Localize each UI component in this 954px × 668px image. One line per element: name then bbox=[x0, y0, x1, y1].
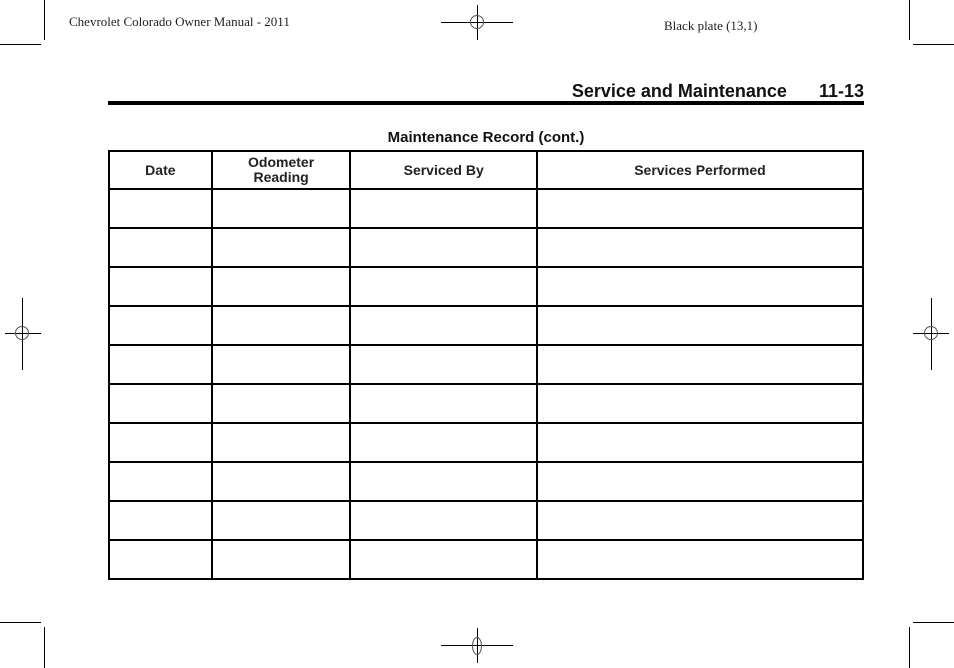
table-row bbox=[109, 189, 863, 228]
services-performed-cell[interactable] bbox=[537, 462, 863, 501]
column-header-odometer-reading: Odometer Reading bbox=[212, 151, 351, 189]
crop-mark-tl-h bbox=[0, 44, 41, 45]
section-heading bbox=[108, 80, 864, 102]
serviced-by-cell[interactable] bbox=[350, 228, 537, 267]
serviced-by-cell[interactable] bbox=[350, 345, 537, 384]
date-cell[interactable] bbox=[109, 345, 212, 384]
services-performed-cell[interactable] bbox=[537, 228, 863, 267]
serviced-by-cell[interactable] bbox=[350, 423, 537, 462]
crop-mark-tl-v bbox=[44, 0, 45, 40]
date-cell[interactable] bbox=[109, 306, 212, 345]
manual-title: Chevrolet Colorado Owner Manual - 2011 bbox=[69, 14, 290, 29]
table-row bbox=[109, 501, 863, 540]
services-performed-cell[interactable] bbox=[537, 501, 863, 540]
page-number: 11-13 bbox=[818, 81, 864, 101]
crop-mark-br-h bbox=[913, 622, 954, 623]
odometer-cell[interactable] bbox=[212, 306, 351, 345]
odometer-cell[interactable] bbox=[212, 345, 351, 384]
column-header-date: Date bbox=[109, 151, 212, 189]
crop-mark-br-v bbox=[909, 627, 910, 668]
column-header-serviced-by: Serviced By bbox=[350, 151, 537, 189]
serviced-by-cell[interactable] bbox=[350, 501, 537, 540]
date-cell[interactable] bbox=[109, 501, 212, 540]
odometer-cell[interactable] bbox=[212, 423, 351, 462]
table-header-row bbox=[109, 151, 863, 189]
date-cell[interactable] bbox=[109, 189, 212, 228]
table-row bbox=[109, 423, 863, 462]
crop-mark-tr-h bbox=[913, 44, 954, 45]
crop-mark-bl-v bbox=[44, 627, 45, 668]
odometer-cell[interactable] bbox=[212, 267, 351, 306]
serviced-by-cell[interactable] bbox=[350, 306, 537, 345]
date-cell[interactable] bbox=[109, 423, 212, 462]
column-header-services-performed: Services Performed bbox=[537, 151, 863, 189]
serviced-by-cell[interactable] bbox=[350, 189, 537, 228]
table-row bbox=[109, 540, 863, 579]
table-row bbox=[109, 306, 863, 345]
table-row bbox=[109, 345, 863, 384]
services-performed-cell[interactable] bbox=[537, 384, 863, 423]
date-cell[interactable] bbox=[109, 462, 212, 501]
services-performed-cell[interactable] bbox=[537, 540, 863, 579]
serviced-by-cell[interactable] bbox=[350, 384, 537, 423]
table-row bbox=[109, 462, 863, 501]
date-cell[interactable] bbox=[109, 228, 212, 267]
date-cell[interactable] bbox=[109, 540, 212, 579]
odometer-cell[interactable] bbox=[212, 189, 351, 228]
plate-info: Black plate (13,1) bbox=[664, 18, 758, 33]
odometer-cell[interactable] bbox=[212, 384, 351, 423]
maintenance-record-table bbox=[108, 150, 864, 580]
services-performed-cell[interactable] bbox=[537, 267, 863, 306]
odometer-cell[interactable] bbox=[212, 501, 351, 540]
table-row bbox=[109, 267, 863, 306]
date-cell[interactable] bbox=[109, 384, 212, 423]
table-row bbox=[109, 384, 863, 423]
serviced-by-cell[interactable] bbox=[350, 267, 537, 306]
table-row bbox=[109, 228, 863, 267]
section-rule bbox=[108, 101, 864, 105]
odometer-cell[interactable] bbox=[212, 228, 351, 267]
date-cell[interactable] bbox=[109, 267, 212, 306]
serviced-by-cell[interactable] bbox=[350, 462, 537, 501]
services-performed-cell[interactable] bbox=[537, 306, 863, 345]
crop-mark-tr-v bbox=[909, 0, 910, 40]
odometer-cell[interactable] bbox=[212, 462, 351, 501]
section-title: Service and Maintenance bbox=[571, 81, 787, 101]
table-caption: Maintenance Record (cont.) bbox=[387, 129, 585, 146]
serviced-by-cell[interactable] bbox=[350, 540, 537, 579]
services-performed-cell[interactable] bbox=[537, 345, 863, 384]
crop-mark-bl-h bbox=[0, 622, 41, 623]
services-performed-cell[interactable] bbox=[537, 423, 863, 462]
services-performed-cell[interactable] bbox=[537, 189, 863, 228]
odometer-cell[interactable] bbox=[212, 540, 351, 579]
